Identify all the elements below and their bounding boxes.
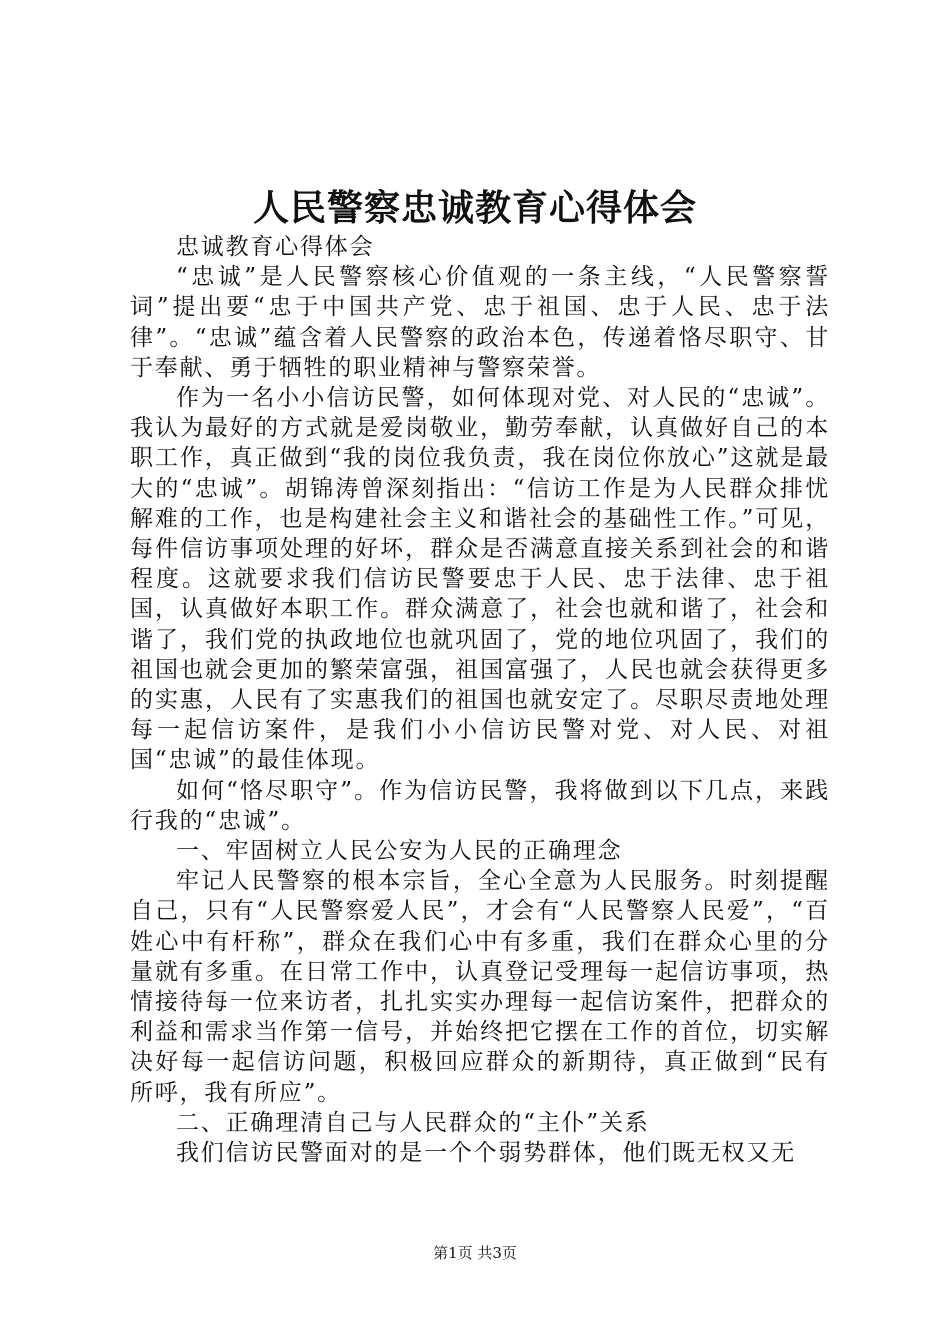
paragraph: 如何“恪尽职守”。作为信访民警，我将做到以下几点，来践行我的“忠诚”。 (130, 777, 830, 834)
section-heading: 二、正确理清自己与人民群众的“主仆”关系 (176, 1109, 650, 1136)
paragraph-subtitle: 忠诚教育心得体会 (176, 234, 375, 260)
page-footer: 第1页 共3页 (433, 1244, 517, 1262)
document-body (130, 232, 830, 1168)
paragraph: “忠诚”是人民警察核心价值观的一条主线，“人民警察誓词”提出要“忠于中国共产党、忠于祖国、忠于人民、忠于法律”。“忠诚”蕴含着人民警察的政治本色，传递着恪尽职守、甘于奉献、勇于牺牲的职业精神与警察荣誉。 (130, 264, 830, 381)
paragraph: 我们信访民警面对的是一个个弱势群体，他们既无权又无 (176, 1140, 796, 1167)
paragraph: 作为一名小小信访民警，如何体现对党、对人民的“忠诚”。我认为最好的方式就是爱岗敬业，勤劳奉献，认真做好自己的本职工作，真正做到“我的岗位我负责，我在岗位你放心”这就是最大的“忠诚”。胡锦涛曾深刻指出：“信访工作是为人民群众排忧解难的工作，也是构建社会主义和谐社会的基础性工作。”可见，每件信访事项处理的好坏，群众是否满意直接关系到社会的和谐程度。这就要求我们信访民警要忠于人民、忠于法律、忠于祖国，认真做好本职工作。群众满意了，社会也就和谐了，社会和谐了，我们党的执政地位也就巩固了，党的地位巩固了，我们的祖国也就会更加的繁荣富强，祖国富强了，人民也就会获得更多的实惠，人民有了实惠我们的祖国也就安定了。尽职尽责地处理每一起信访案件，是我们小小信访民警对党、对人民、对祖国“忠诚”的最佳体现。 (130, 385, 830, 774)
document-title: 人民警察忠诚教育心得体会 (252, 187, 697, 229)
section-heading: 一、牢固树立人民公安为人民的正确理念 (176, 838, 623, 865)
paragraph: 牢记人民警察的根本宗旨，全心全意为人民服务。时刻提醒自己，只有“人民警察爱人民”，才会有“人民警察人民爱”，“百姓心中有杆称”，群众在我们心中有多重，我们在群众心里的分量就有多重。在日常工作中，认真登记受理每一起信访事项，热情接待每一位来访者，扎扎实实办理每一起信访案件，把群众的利益和需求当作第一信号，并始终把它摆在工作的首位，切实解决好每一起信访问题，积极回应群众的新期待，真正做到“民有所呼，我有所应”。 (130, 868, 830, 1106)
